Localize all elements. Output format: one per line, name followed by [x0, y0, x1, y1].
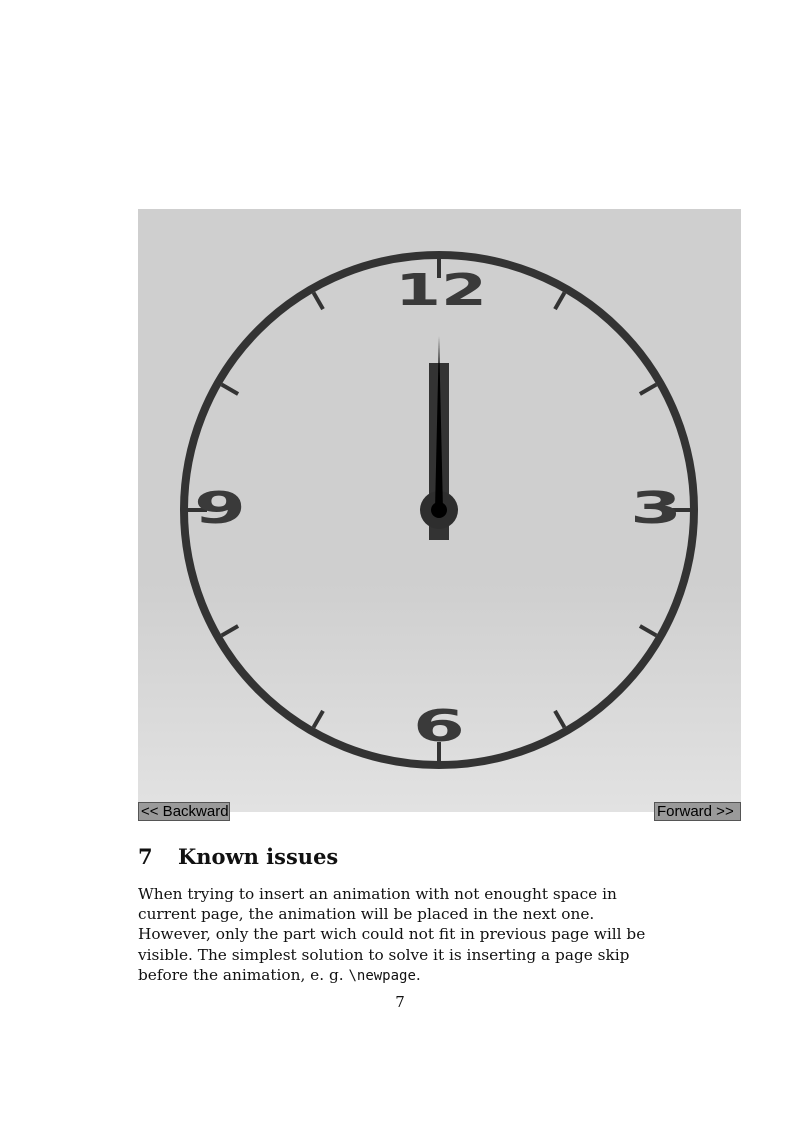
- animation-frame: [138, 209, 741, 812]
- clock-tick: [314, 711, 324, 727]
- numeral-9: 9: [194, 483, 246, 534]
- backward-button[interactable]: << Backward: [138, 802, 230, 821]
- numeral-12: 12: [395, 265, 487, 316]
- clock-tick: [555, 293, 565, 309]
- hand-hub-inner: [431, 502, 447, 518]
- section-heading: [138, 844, 338, 869]
- clock-face: [138, 209, 741, 812]
- page-number: 7: [395, 993, 405, 1011]
- clock-tick: [555, 711, 565, 727]
- section-paragraph: [138, 884, 663, 986]
- clock-tick: [314, 293, 324, 309]
- clock-tick: [222, 626, 238, 636]
- paragraph-code: \newpage: [348, 967, 416, 984]
- section-title: Known issues: [178, 844, 339, 869]
- forward-button[interactable]: Forward >>: [654, 802, 741, 821]
- clock-tick: [640, 385, 656, 395]
- numeral-6: 6: [413, 701, 465, 752]
- numeral-3: 3: [630, 483, 682, 534]
- paragraph-end: .: [415, 965, 421, 984]
- clock-tick: [640, 626, 656, 636]
- paragraph-text: When trying to insert an animation with not enought space in current page, the animation will be placed in the next one. However, only the part wich could not fit in previous page will be visible. The simplest solution to solve it is inserting a page skip before the animation, e. g.: [138, 885, 646, 984]
- section-number: 7: [138, 844, 153, 869]
- clock-tick: [222, 385, 238, 395]
